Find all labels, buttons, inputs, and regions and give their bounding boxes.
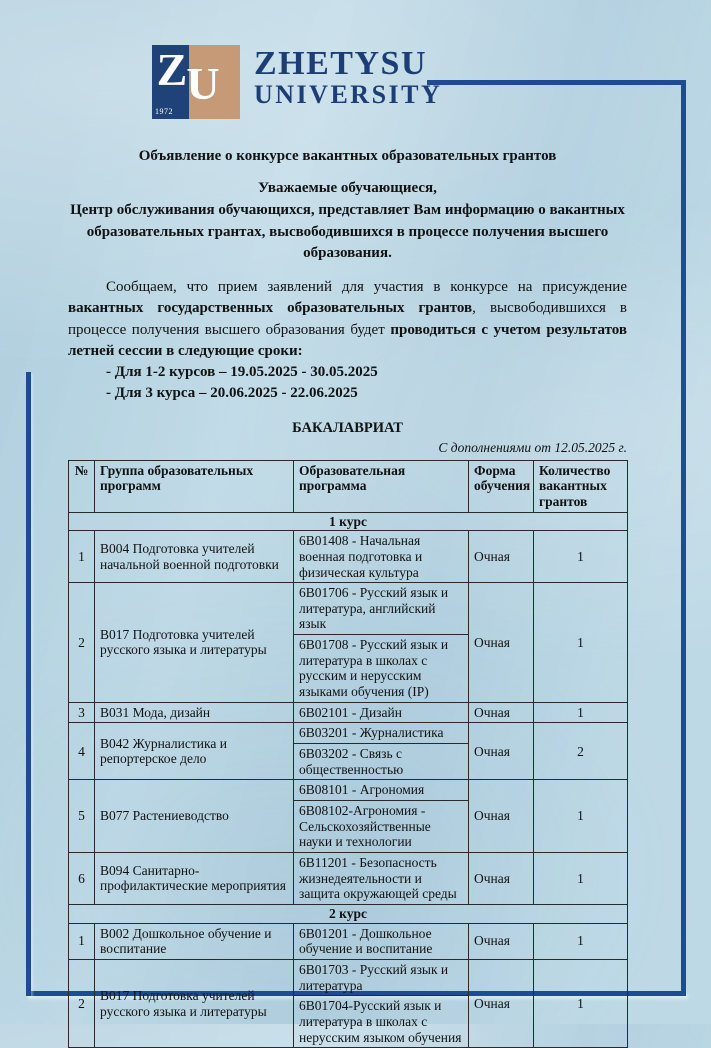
grants-table (68, 460, 628, 1048)
logo-year: 1972 (155, 107, 173, 116)
cell-program: 6В01704-Русский язык и литература в школах с нерусским языком обучения (294, 996, 469, 1048)
table-row (69, 702, 628, 723)
header-count: Количество вакантных грантов (534, 460, 628, 512)
deadline-line2: - Для 3 курса – 20.06.2025 - 22.06.2025 (106, 384, 358, 401)
table-row (69, 923, 628, 959)
logo-wordmark-line1: ZHETYSU (254, 45, 427, 82)
cell-num: 2 (69, 583, 95, 703)
cell-form: Очная (469, 853, 534, 905)
cell-num: 2 (69, 959, 95, 1047)
cell-group: В042 Журналистика и репортерское дело (95, 723, 294, 780)
logo-letter-z: Z (156, 44, 188, 95)
frame-line-right (681, 80, 686, 996)
greeting-paragraph (68, 178, 627, 265)
cell-program: 6В02101 - Дизайн (294, 702, 469, 723)
logo-mark-icon (152, 45, 240, 119)
header-rule (427, 80, 686, 85)
section-row-course2 (69, 904, 628, 923)
header-form: Форма обучения (469, 460, 534, 512)
table-row (69, 959, 628, 995)
table-header-row (69, 460, 628, 512)
body-bold1: вакантных государственных образовательных грантов (68, 300, 473, 317)
cell-count: 1 (534, 853, 628, 905)
cell-program: 6В01708 - Русский язык и литература в школах с русским и нерусским языками обучения (IP) (294, 635, 469, 703)
cell-form: Очная (469, 723, 534, 780)
logo-wordmark-line2: UNIVERSITY (254, 80, 443, 109)
table-row (69, 853, 628, 905)
logo-letter-u: U (186, 58, 220, 109)
cell-program: 6В01408 - Начальная военная подготовка и физическая культура (294, 531, 469, 583)
cell-group: В002 Дошкольное обучение и воспитание (95, 923, 294, 959)
header-program: Образовательная программа (294, 460, 469, 512)
table-row (69, 583, 628, 635)
cell-program: 6В03201 - Журналистика (294, 723, 469, 744)
greeting-rest: Центр обслуживания обучающихся, представляет Вам информацию о вакантных образовательных грантах, высвободившихся в процессе получения высшего образования. (70, 201, 625, 262)
cell-group: В077 Растениеводство (95, 780, 294, 853)
degree-heading: БАКАЛАВРИАТ (292, 419, 403, 436)
cell-group: В004 Подготовка учителей начальной военной подготовки (95, 531, 294, 583)
table-row (69, 780, 628, 801)
cell-count: 1 (534, 531, 628, 583)
cell-group: В017 Подготовка учителей русского языка и литературы (95, 583, 294, 703)
document-content (68, 148, 627, 1048)
cell-form: Очная (469, 959, 534, 1047)
cell-group: В031 Мода, дизайн (95, 702, 294, 723)
section-label: 1 курс (69, 512, 628, 531)
body-bold2: проводиться с учетом результатов летней сессии в следующие сроки: (68, 321, 627, 359)
cell-program: 6В08101 - Агрономия (294, 780, 469, 801)
cell-program: 6В08102-Агрономия - Сельскохозяйственные науки и технологии (294, 801, 469, 853)
cell-count: 1 (534, 923, 628, 959)
logo-wordmark (254, 45, 442, 119)
cell-group: В094 Санитарно-профилактические мероприятия (95, 853, 294, 905)
table-row (69, 723, 628, 744)
cell-count: 1 (534, 702, 628, 723)
cell-program: 6В01201 - Дошкольное обучение и воспитание (294, 923, 469, 959)
cell-num: 4 (69, 723, 95, 780)
cell-program: 6В01706 - Русский язык и литература, английский язык (294, 583, 469, 635)
table-row (69, 531, 628, 583)
frame-line-left (26, 372, 31, 996)
cell-num: 1 (69, 923, 95, 959)
body-plain1: Сообщаем, что прием заявлений для участия в конкурсе на присуждение (106, 279, 627, 295)
body-paragraph (68, 277, 627, 362)
cell-form: Очная (469, 583, 534, 703)
cell-num: 6 (69, 853, 95, 905)
announcement-title: Объявление о конкурсе вакантных образовательных грантов (138, 148, 557, 164)
cell-num: 1 (69, 531, 95, 583)
greeting-line1: Уважаемые обучающиеся, (258, 180, 437, 196)
section-row-course1 (69, 512, 628, 531)
cell-form: Очная (469, 531, 534, 583)
cell-program: 6В11201 - Безопасность жизнедеятельности и защита окружающей среды (294, 853, 469, 905)
cell-form: Очная (469, 923, 534, 959)
cell-program: 6В03202 - Связь с общественностью (294, 744, 469, 780)
section-label: 2 курс (69, 904, 628, 923)
cell-num: 3 (69, 702, 95, 723)
header-num: № (69, 460, 95, 512)
cell-count: 2 (534, 723, 628, 780)
university-logo (152, 45, 442, 119)
cell-count: 1 (534, 780, 628, 853)
cell-count: 1 (534, 959, 628, 1047)
amendment-note: С дополнениями от 12.05.2025 г. (438, 439, 627, 455)
deadline-line1: - Для 1-2 курсов – 19.05.2025 - 30.05.2025 (106, 364, 378, 381)
cell-num: 5 (69, 780, 95, 853)
cell-group: В017 Подготовка учителей русского языка и литературы (95, 959, 294, 1047)
cell-form: Очная (469, 702, 534, 723)
cell-program: 6В01703 - Русский язык и литература (294, 959, 469, 995)
body-plain2: , высвободившихся в процессе получения высшего образования будет (68, 300, 627, 338)
header-group: Группа образовательных программ (95, 460, 294, 512)
cell-form: Очная (469, 780, 534, 853)
cell-count: 1 (534, 583, 628, 703)
